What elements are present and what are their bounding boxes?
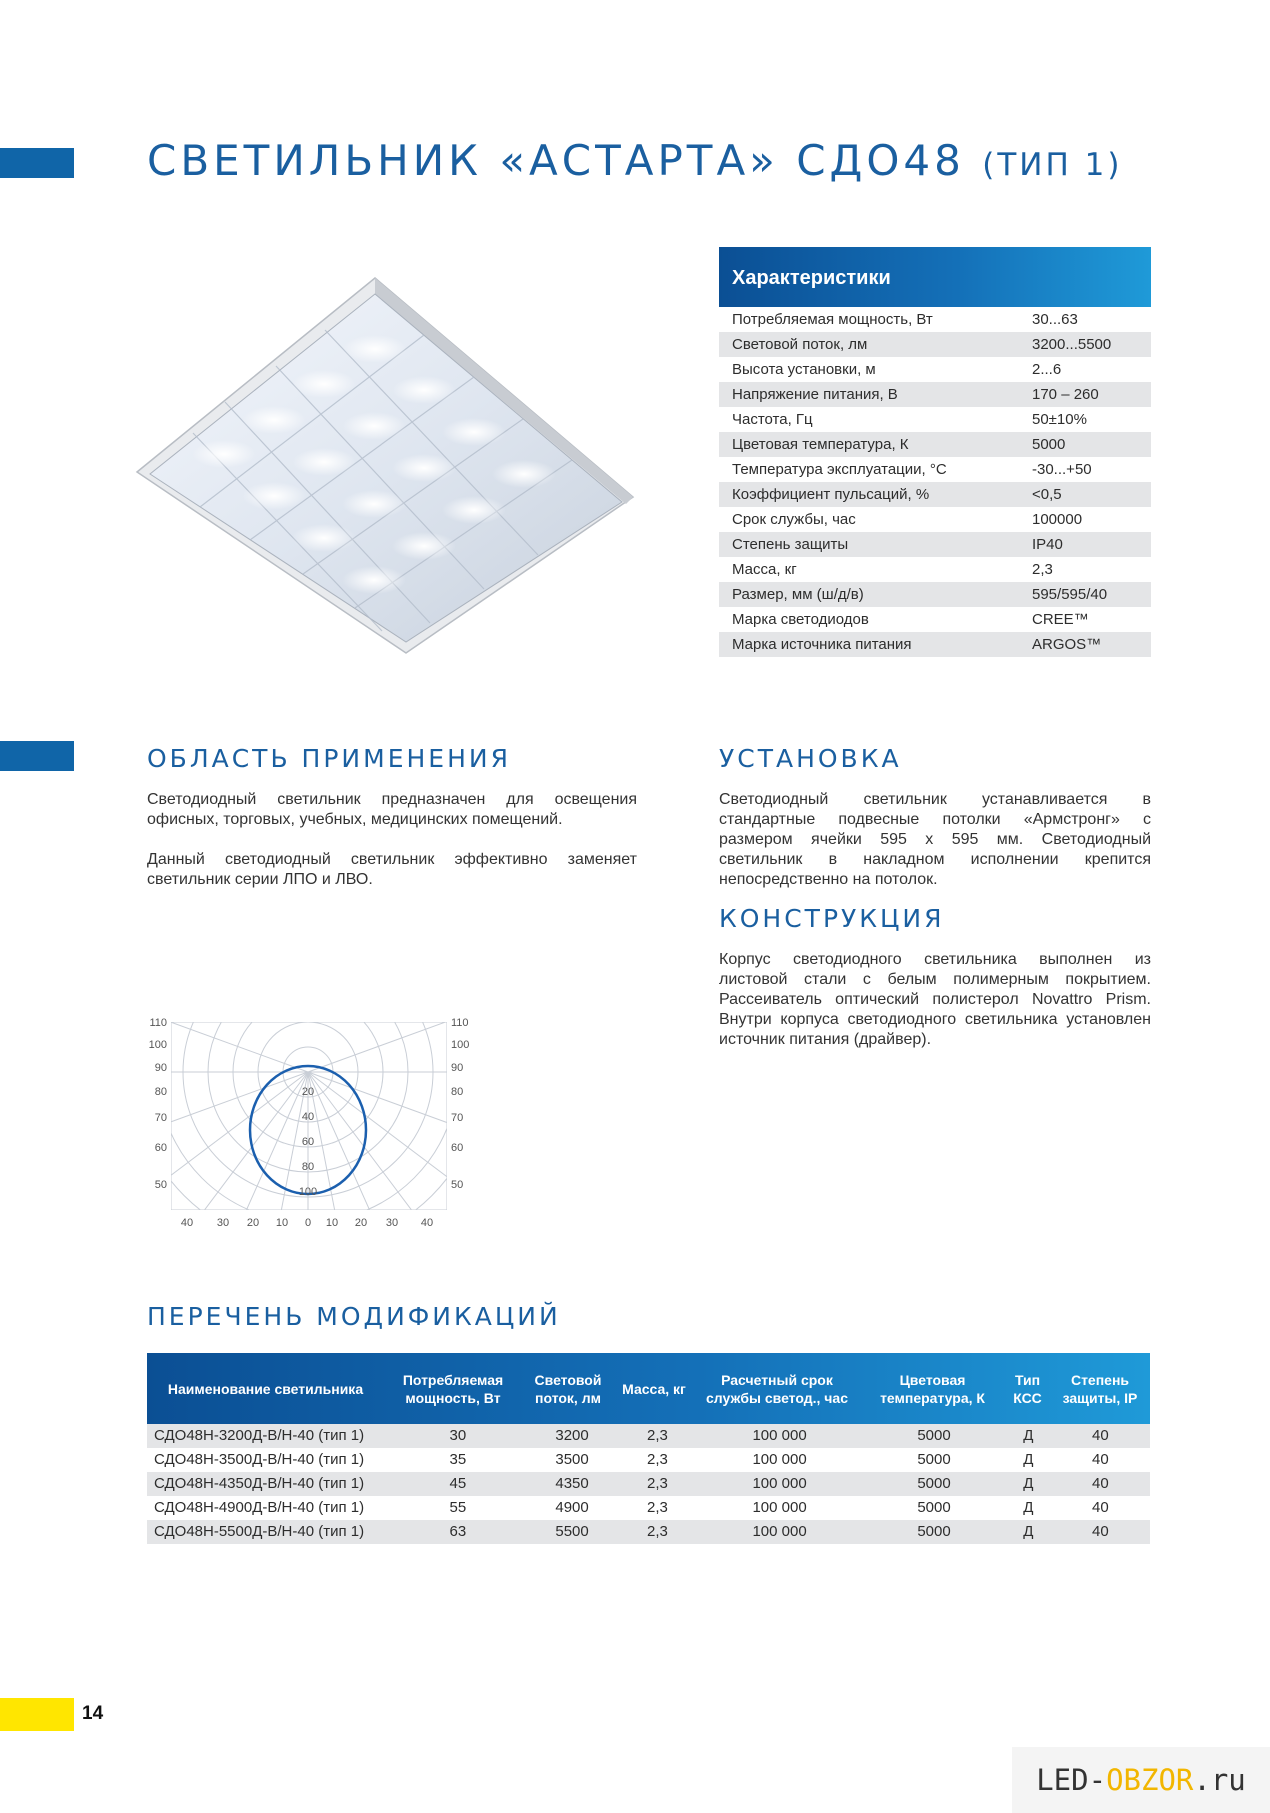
flux-cell: 5500	[555, 1523, 589, 1540]
bottom-axis-label: 10	[275, 1217, 289, 1229]
luminaire-image	[134, 274, 636, 654]
spec-value: ARGOS™	[1032, 636, 1102, 653]
color-temp-cell: 5000	[917, 1523, 951, 1540]
spec-value: 5000	[1032, 436, 1066, 453]
angle-label-right: 80	[451, 1086, 464, 1098]
radial-label: 80	[301, 1161, 315, 1173]
flux-cell: 4350	[555, 1475, 589, 1492]
model-name-cell: СДО48Н-3500Д-В/Н-40 (тип 1)	[154, 1451, 365, 1468]
flux-cell: 3200	[555, 1427, 589, 1444]
kss-type-cell: Д	[1023, 1475, 1034, 1492]
spec-label: Цветовая температура, К	[732, 436, 909, 453]
kss-type-cell: Д	[1023, 1427, 1034, 1444]
top-accent-bar	[0, 148, 74, 178]
page-number: 14	[82, 1703, 104, 1724]
column-header: Световой поток, лм	[534, 1371, 602, 1406]
spec-value: 100000	[1032, 511, 1083, 528]
spec-label: Напряжение питания, В	[732, 386, 898, 403]
spec-label: Срок службы, час	[732, 511, 856, 528]
kss-type-cell: Д	[1023, 1451, 1034, 1468]
table-row	[147, 1520, 1150, 1544]
table-row	[147, 1472, 1150, 1496]
page-title-suffix: (ТИП 1)	[982, 147, 1123, 183]
kss-type-cell: Д	[1023, 1499, 1034, 1516]
radial-label: 40	[301, 1111, 315, 1123]
power-cell: 30	[449, 1427, 467, 1444]
mass-cell: 2,3	[647, 1475, 668, 1492]
light-distribution-diagram	[143, 1012, 473, 1237]
spec-row	[719, 482, 1151, 507]
spec-value: -30...+50	[1032, 461, 1092, 478]
lifetime-cell: 100 000	[752, 1427, 807, 1444]
bottom-axis-label: 40	[180, 1217, 194, 1229]
spec-row	[719, 307, 1151, 332]
spec-label: Потребляемая мощность, Вт	[732, 311, 933, 328]
bottom-axis-label: 40	[420, 1217, 434, 1229]
angle-label-left: 100	[148, 1039, 167, 1051]
spec-label: Световой поток, лм	[732, 336, 868, 353]
column-header: Потребляемая мощность, Вт	[402, 1371, 504, 1406]
model-name-cell: СДО48Н-3200Д-В/Н-40 (тип 1)	[154, 1427, 365, 1444]
column-header: Расчетный срок службы светод., час	[706, 1371, 848, 1406]
ip-cell: 40	[1091, 1475, 1109, 1492]
spec-value: 595/595/40	[1032, 586, 1108, 603]
angle-label-left: 50	[154, 1179, 167, 1191]
bottom-axis-label: 30	[216, 1217, 230, 1229]
table-row	[147, 1496, 1150, 1520]
angle-label-left: 70	[154, 1112, 167, 1124]
spec-label: Высота установки, м	[732, 361, 876, 378]
installation-text	[719, 790, 1151, 890]
spec-label: Температура эксплуатации, °С	[732, 461, 947, 478]
spec-row	[719, 407, 1151, 432]
modifications-header-row	[147, 1353, 1150, 1424]
color-temp-cell: 5000	[917, 1475, 951, 1492]
application-paragraph: Светодиодный светильник предназначен для освещения офисных, торговых, учебных, медицинских помещений.	[147, 791, 637, 828]
spec-value: 2,3	[1032, 561, 1053, 578]
flux-cell: 3500	[555, 1451, 589, 1468]
watermark-left: LED-	[1036, 1763, 1107, 1797]
angle-label-right: 90	[451, 1062, 464, 1074]
bottom-axis-label: 30	[385, 1217, 399, 1229]
ip-cell: 40	[1091, 1523, 1109, 1540]
spec-value: 50±10%	[1032, 411, 1087, 428]
spec-row	[719, 582, 1151, 607]
watermark-right: .ru	[1193, 1763, 1246, 1797]
angle-label-left: 80	[154, 1086, 167, 1098]
radial-label: 60	[301, 1136, 315, 1148]
spec-label: Марка светодиодов	[732, 611, 869, 628]
spec-row	[719, 507, 1151, 532]
spec-row	[719, 332, 1151, 357]
spec-label: Частота, Гц	[732, 411, 813, 428]
watermark-mid: OBZOR	[1106, 1763, 1194, 1797]
installation-paragraph: Светодиодный светильник устанавливается в стандартные подвесные потолки «Армстронг» с размером ячейки 595 х 595 мм. Светодиодный светильник в накладном исполнении крепится непосредственно на потолок.	[719, 791, 1151, 888]
power-cell: 55	[449, 1499, 467, 1516]
angle-label-right: 50	[451, 1179, 464, 1191]
specifications-table	[719, 247, 1151, 657]
spec-label: Степень защиты	[732, 536, 849, 553]
modifications-rows	[147, 1424, 1150, 1544]
spec-label: Размер, мм (ш/д/в)	[732, 586, 864, 603]
spec-value: <0,5	[1032, 486, 1062, 503]
angle-label-left: 90	[154, 1062, 167, 1074]
spec-value: 30...63	[1032, 311, 1078, 328]
mass-cell: 2,3	[647, 1427, 668, 1444]
flux-cell: 4900	[555, 1499, 589, 1516]
column-header: Степень защиты, IP	[1062, 1371, 1138, 1406]
construction-heading: КОНСТРУКЦИЯ	[719, 904, 945, 933]
angle-label-right: 60	[451, 1142, 464, 1154]
spec-value: 3200...5500	[1032, 336, 1112, 353]
ip-cell: 40	[1091, 1427, 1109, 1444]
power-cell: 35	[449, 1451, 467, 1468]
angle-label-right: 110	[451, 1017, 469, 1029]
installation-heading: УСТАНОВКА	[719, 744, 902, 773]
construction-paragraph: Корпус светодиодного светильника выполнен из листовой стали с белым полимерным покрытием. Рассеиватель оптический полистерол Novattro Prism. Внутри корпуса светодиодного светильника установлен источник питания (драйвер).	[719, 951, 1151, 1048]
ip-cell: 40	[1091, 1499, 1109, 1516]
spec-value: 170 – 260	[1032, 386, 1099, 403]
power-cell: 63	[449, 1523, 467, 1540]
power-cell: 45	[449, 1475, 467, 1492]
spec-label: Марка источника питания	[732, 636, 912, 653]
column-header: Цветовая температура, К	[880, 1371, 985, 1406]
model-name-cell: СДО48Н-5500Д-В/Н-40 (тип 1)	[154, 1523, 365, 1540]
model-name-cell: СДО48Н-4350Д-В/Н-40 (тип 1)	[154, 1475, 365, 1492]
construction-text	[719, 950, 1151, 1050]
kss-type-cell: Д	[1023, 1523, 1034, 1540]
spec-row	[719, 632, 1151, 657]
watermark-logo	[1012, 1747, 1270, 1813]
bottom-axis-label: 20	[354, 1217, 368, 1229]
spec-row	[719, 557, 1151, 582]
bottom-axis-label: 20	[246, 1217, 260, 1229]
angle-label-right: 100	[451, 1039, 470, 1051]
spec-label: Масса, кг	[732, 561, 797, 578]
ip-cell: 40	[1091, 1451, 1109, 1468]
color-temp-cell: 5000	[917, 1451, 951, 1468]
modifications-table	[147, 1353, 1150, 1544]
lifetime-cell: 100 000	[752, 1499, 807, 1516]
spec-row	[719, 382, 1151, 407]
color-temp-cell: 5000	[917, 1499, 951, 1516]
angle-label-right: 70	[451, 1112, 464, 1124]
page-marker	[0, 1698, 74, 1731]
spec-value: 2...6	[1032, 361, 1062, 378]
bottom-axis-label: 0	[304, 1217, 312, 1229]
bottom-axis-label: 10	[325, 1217, 339, 1229]
radial-label: 20	[301, 1086, 315, 1098]
application-text	[147, 790, 637, 890]
lifetime-cell: 100 000	[752, 1523, 807, 1540]
mass-cell: 2,3	[647, 1499, 668, 1516]
radial-label: 100	[298, 1186, 318, 1198]
application-heading: ОБЛАСТЬ ПРИМЕНЕНИЯ	[147, 744, 511, 773]
color-temp-cell: 5000	[917, 1427, 951, 1444]
page-title-main: СВЕТИЛЬНИК «АСТАРТА» СДО48	[147, 136, 965, 185]
angle-label-left: 60	[154, 1142, 167, 1154]
column-header: Масса, кг	[622, 1380, 686, 1397]
page-title	[147, 136, 1122, 185]
lifetime-cell: 100 000	[752, 1475, 807, 1492]
specifications-rows	[719, 307, 1151, 657]
spec-value: CREE™	[1032, 611, 1089, 628]
modifications-heading: ПЕРЕЧЕНЬ МОДИФИКАЦИЙ	[147, 1302, 561, 1331]
spec-row	[719, 607, 1151, 632]
application-paragraph: Данный светодиодный светильник эффективно заменяет светильник серии ЛПО и ЛВО.	[147, 851, 637, 888]
angle-label-left: 110	[149, 1017, 167, 1029]
lifetime-cell: 100 000	[752, 1451, 807, 1468]
column-header: Наименование светильника	[167, 1380, 364, 1397]
spec-row	[719, 532, 1151, 557]
spec-row	[719, 457, 1151, 482]
mass-cell: 2,3	[647, 1451, 668, 1468]
table-row	[147, 1448, 1150, 1472]
spec-label: Коэффициент пульсаций, %	[732, 486, 930, 503]
mass-cell: 2,3	[647, 1523, 668, 1540]
spec-row	[719, 432, 1151, 457]
spec-row	[719, 357, 1151, 382]
section-accent-bar	[0, 741, 74, 771]
model-name-cell: СДО48Н-4900Д-В/Н-40 (тип 1)	[154, 1499, 365, 1516]
table-row	[147, 1424, 1150, 1448]
spec-value: IP40	[1032, 536, 1063, 553]
specifications-header: Характеристики	[719, 247, 1151, 307]
column-header: Тип КСС	[1013, 1371, 1042, 1406]
